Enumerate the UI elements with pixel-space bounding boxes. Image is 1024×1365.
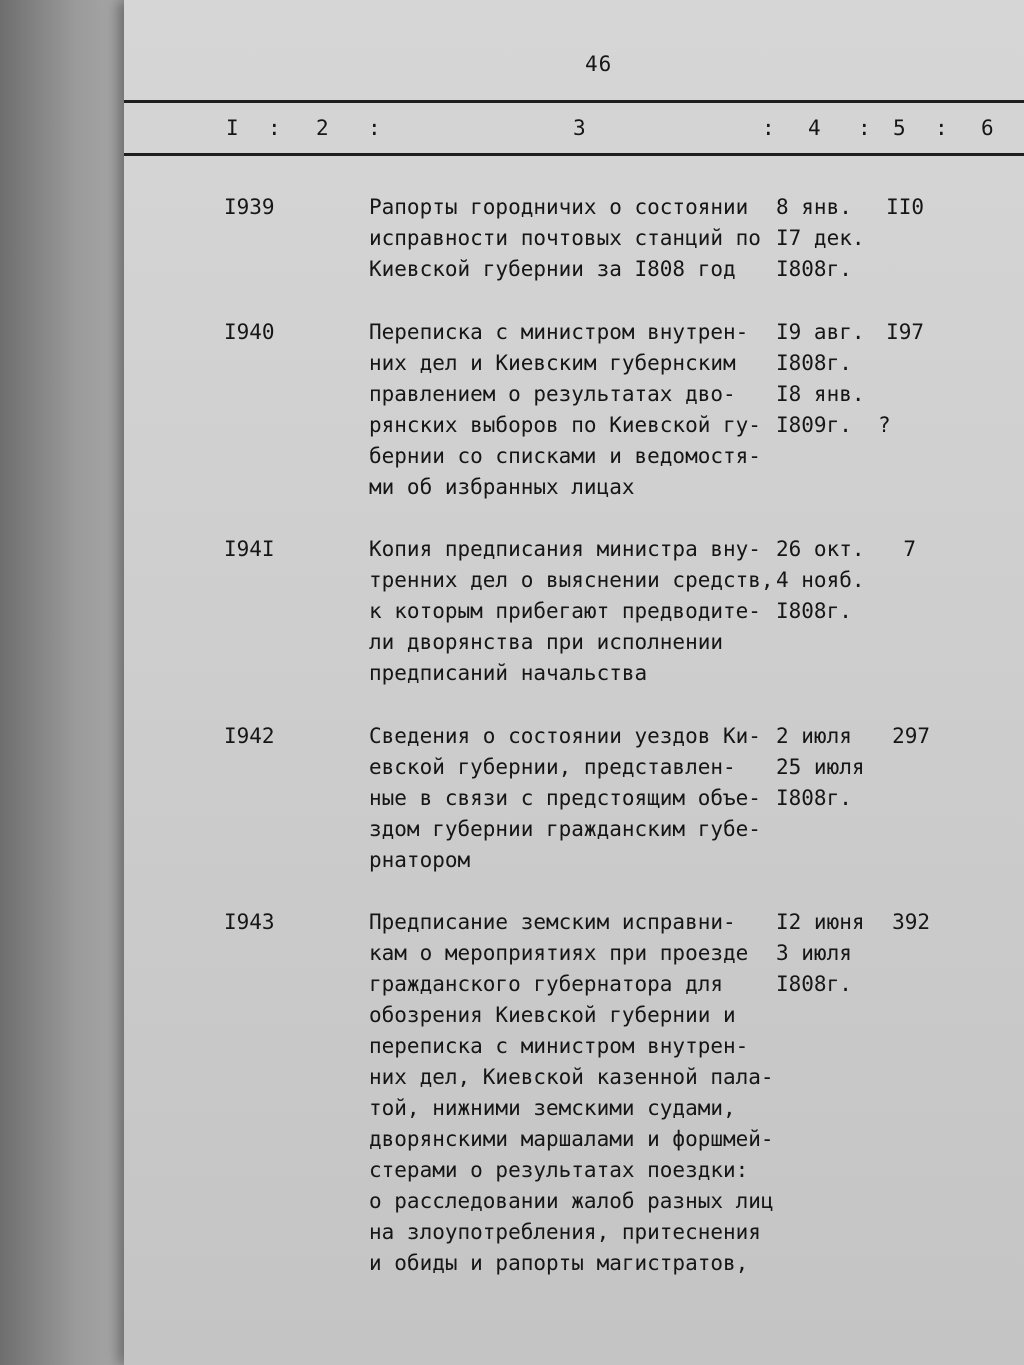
entry-dates [776, 907, 886, 1000]
entry-sheets: 7 [903, 537, 916, 561]
description-line: Копия предписания министра вну- [369, 537, 761, 561]
description-line: них дел и Киевским губернским [369, 351, 736, 375]
entry-description [369, 721, 779, 876]
description-line: Рапорты городничих о состоянии [369, 195, 749, 219]
entry-number: I94I [224, 537, 275, 561]
page-number: 46 [585, 52, 613, 76]
col-separator: : [935, 116, 948, 140]
description-line: ли дворянства при исполнении [369, 630, 724, 654]
date-line: I808г. [776, 599, 852, 623]
left-page-edge [0, 0, 128, 1365]
date-line: 4 нояб. [776, 568, 865, 592]
question-mark-note: ? [878, 413, 891, 437]
date-line: I808г. [776, 351, 852, 375]
col-header-5: 5 [893, 116, 906, 140]
col-header-1: I [226, 116, 239, 140]
entry-number: I939 [224, 195, 275, 219]
col-header-4: 4 [808, 116, 821, 140]
description-line: обозрения Киевской губернии и [369, 1003, 736, 1027]
description-line: предписаний начальства [369, 661, 648, 685]
entry-number: I942 [224, 724, 275, 748]
entry-dates [776, 721, 886, 814]
description-line: здом губернии гражданским губе- [369, 817, 761, 841]
date-line: I8 янв. [776, 382, 865, 406]
col-separator: : [858, 116, 871, 140]
description-line: Киевской губернии за I808 год [369, 257, 736, 281]
entry-sheets: II0 [886, 195, 924, 219]
date-line: 26 окт. [776, 537, 865, 561]
description-line: и обиды и рапорты магистратов, [369, 1251, 749, 1275]
description-line: Предписание земским исправни- [369, 910, 736, 934]
entry-number: I940 [224, 320, 275, 344]
description-line: рянских выборов по Киевской гу- [369, 413, 761, 437]
date-line: I2 июня [776, 910, 865, 934]
description-line: ные в связи с предстоящим объе- [369, 786, 761, 810]
date-line: 3 июля [776, 941, 852, 965]
description-line: стерами о результатах поездки: [369, 1158, 749, 1182]
description-line: о расследовании жалоб разных лиц [369, 1189, 774, 1213]
col-separator: : [368, 116, 381, 140]
description-line: ми об избранных лицах [369, 475, 635, 499]
col-header-3: 3 [573, 116, 586, 140]
description-line: правлением о результатах дво- [369, 382, 736, 406]
description-line: на злоупотребления, притеснения [369, 1220, 761, 1244]
column-header-row [0, 116, 1024, 146]
description-line: них дел, Киевской казенной пала- [369, 1065, 774, 1089]
date-line: 2 июля [776, 724, 852, 748]
entry-dates [776, 317, 886, 441]
date-line: I9 авг. [776, 320, 865, 344]
header-rule-bottom [124, 153, 1024, 156]
description-line: той, нижними земскими судами, [369, 1096, 736, 1120]
description-line: евской губернии, представлен- [369, 755, 736, 779]
entry-description [369, 317, 779, 503]
date-line: I808г. [776, 972, 852, 996]
date-line: I7 дек. [776, 226, 865, 250]
description-line: бернии со списками и ведомостя- [369, 444, 761, 468]
entry-number: I943 [224, 910, 275, 934]
entry-sheets: I97 [886, 320, 924, 344]
description-line: Переписка с министром внутрен- [369, 320, 749, 344]
description-line: тренних дел о выяснении средств, [369, 568, 774, 592]
entry-description [369, 907, 779, 1279]
description-line: Сведения о состоянии уездов Ки- [369, 724, 761, 748]
entry-description [369, 534, 779, 689]
date-line: 25 июля [776, 755, 865, 779]
description-line: рнатором [369, 848, 471, 872]
col-separator: : [762, 116, 775, 140]
entry-sheets: 392 [892, 910, 930, 934]
description-line: гражданского губернатора для [369, 972, 724, 996]
entry-sheets: 297 [892, 724, 930, 748]
description-line: исправности почтовых станций по [369, 226, 761, 250]
description-line: к которым прибегают предводите- [369, 599, 761, 623]
description-line: кам о мероприятиях при проезде [369, 941, 749, 965]
description-line: дворянскими маршалами и форшмей- [369, 1127, 774, 1151]
entry-dates [776, 192, 886, 285]
col-header-2: 2 [316, 116, 329, 140]
header-rule-top [124, 100, 1024, 103]
date-line: I808г. [776, 786, 852, 810]
col-separator: : [268, 116, 281, 140]
date-line: 8 янв. [776, 195, 852, 219]
entry-description [369, 192, 779, 285]
col-header-6: 6 [981, 116, 994, 140]
date-line: I808г. [776, 257, 852, 281]
date-line: I809г. [776, 413, 852, 437]
description-line: переписка с министром внутрен- [369, 1034, 749, 1058]
